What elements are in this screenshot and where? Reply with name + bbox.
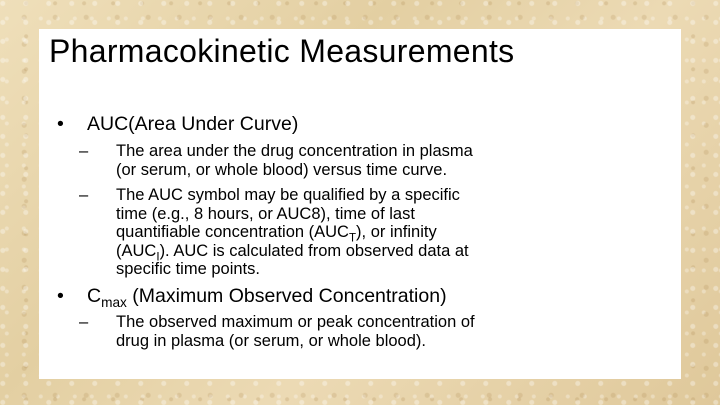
- text-line: The observed maximum or peak concentration of: [116, 313, 475, 331]
- bullet-marker: •: [57, 285, 64, 307]
- bullet-cmax: [57, 285, 447, 308]
- text-line: The area under the drug concentration in plasma: [116, 142, 473, 160]
- text-line: The AUC symbol may be qualified by a specific: [116, 186, 460, 204]
- slide-title: Pharmacokinetic Measurements: [49, 33, 515, 69]
- dash-marker: –: [79, 142, 89, 160]
- bullet-cmax-expansion: (Maximum Observed Concentration): [126, 285, 447, 307]
- subscript-max: max: [101, 294, 127, 310]
- text-line: drug in plasma (or serum, or whole blood).: [116, 331, 426, 350]
- text-segment: quantifiable concentration (AUC: [116, 223, 349, 241]
- bullet-auc-term: AUC: [87, 113, 129, 135]
- sub-bullet-auc-symbol: [79, 186, 676, 279]
- dash-marker: –: [79, 186, 89, 204]
- slide-content: [39, 29, 681, 379]
- bullet-auc-expansion: (Area Under Curve): [128, 113, 299, 135]
- text-segment: ). AUC is calculated from observed data at: [159, 241, 469, 260]
- bullet-auc: [57, 113, 298, 136]
- subscript-i: I: [156, 250, 160, 263]
- subscript-t: T: [348, 232, 357, 245]
- bullet-marker: •: [57, 113, 64, 135]
- text-line: specific time points.: [116, 260, 260, 278]
- text-line: [116, 242, 676, 261]
- sub-bullet-auc-definition: [79, 142, 676, 179]
- text-segment: ), or infinity: [356, 223, 437, 241]
- bullet-cmax-term: C: [87, 285, 102, 307]
- text-line: [116, 223, 676, 245]
- dash-marker: –: [79, 313, 89, 331]
- text-segment: (AUC: [116, 241, 157, 260]
- text-line: (or serum, or whole blood) versus time curve.: [116, 160, 448, 179]
- sub-bullet-cmax-definition: [79, 313, 676, 350]
- text-line: time (e.g., 8 hours, or AUC8), time of last: [116, 204, 415, 223]
